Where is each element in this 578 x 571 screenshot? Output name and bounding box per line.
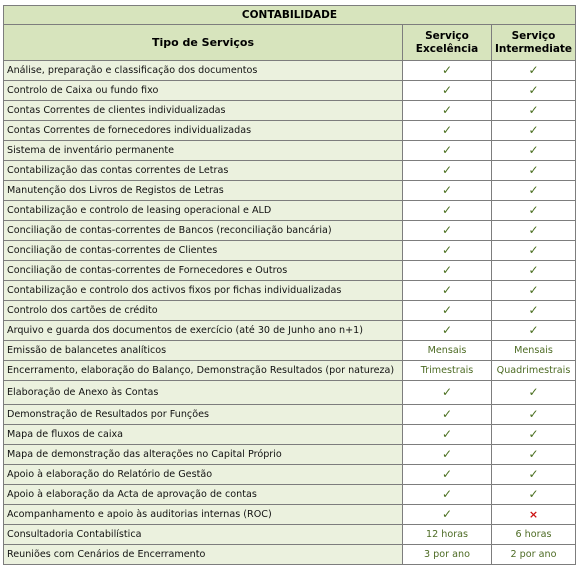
- excelencia-cell: [403, 241, 492, 261]
- intermediate-cell: [492, 241, 576, 261]
- check-icon: ✓: [441, 323, 453, 337]
- excelencia-cell: [403, 141, 492, 161]
- intermediate-cell: [492, 425, 576, 445]
- table-row: [4, 121, 576, 141]
- excelencia-cell: [403, 221, 492, 241]
- table-row: [4, 141, 576, 161]
- check-icon: ✓: [528, 123, 539, 137]
- table-row: [4, 101, 576, 121]
- excelencia-cell: [403, 121, 492, 141]
- service-label: Conciliação de contas-correntes de Fornecedores e Outros: [4, 261, 403, 281]
- check-icon: ✓: [441, 223, 453, 237]
- service-label: Apoio à elaboração da Acta de aprovação de contas: [4, 485, 403, 505]
- column-header-excelencia-line1: Serviço: [425, 29, 469, 42]
- service-label: Consultadoria Contabilística: [4, 525, 403, 545]
- excelencia-cell: [403, 301, 492, 321]
- excelencia-cell: [403, 485, 492, 505]
- check-icon: ✓: [441, 507, 453, 521]
- service-label: Contas Correntes de fornecedores individualizadas: [4, 121, 403, 141]
- intermediate-cell: [492, 321, 576, 341]
- check-icon: ✓: [528, 467, 539, 481]
- intermediate-cell: [492, 121, 576, 141]
- service-label: Contabilização e controlo dos activos fixos por fichas individualizadas: [4, 281, 403, 301]
- intermediate-cell: [492, 221, 576, 241]
- column-header-intermediate: [492, 25, 576, 61]
- table-row: [4, 445, 576, 465]
- excelencia-cell: [403, 505, 492, 525]
- check-icon: ✓: [528, 303, 539, 317]
- intermediate-cell: [492, 261, 576, 281]
- table-row: [4, 525, 576, 545]
- check-icon: ✓: [441, 467, 453, 481]
- intermediate-cell: [492, 81, 576, 101]
- intermediate-cell: [492, 545, 576, 565]
- check-icon: ✓: [441, 243, 453, 257]
- service-label: Reuniões com Cenários de Encerramento: [4, 545, 403, 565]
- check-icon: ✓: [528, 143, 539, 157]
- column-header-excelencia: [403, 25, 492, 61]
- table-row: [4, 361, 576, 381]
- service-label: Contabilização das contas correntes de Letras: [4, 161, 403, 181]
- check-icon: ✓: [441, 427, 453, 441]
- excelencia-cell: [403, 161, 492, 181]
- check-icon: ✓: [528, 163, 539, 177]
- table-title: CONTABILIDADE: [4, 6, 576, 25]
- excelencia-cell: [403, 261, 492, 281]
- table-row: [4, 181, 576, 201]
- table-row: [4, 221, 576, 241]
- check-icon: ✓: [441, 303, 453, 317]
- excelencia-cell: [403, 101, 492, 121]
- service-label: Conciliação de contas-correntes de Clientes: [4, 241, 403, 261]
- excelencia-cell: [403, 381, 492, 405]
- table-row: [4, 381, 576, 405]
- service-label: Sistema de inventário permanente: [4, 141, 403, 161]
- intermediate-cell: [492, 301, 576, 321]
- intermediate-cell: [492, 141, 576, 161]
- table-row: [4, 61, 576, 81]
- excelencia-cell: [403, 445, 492, 465]
- check-icon: ✓: [528, 427, 539, 441]
- intermediate-cell: [492, 485, 576, 505]
- service-label: Contabilização e controlo de leasing operacional e ALD: [4, 201, 403, 221]
- check-icon: ✓: [441, 163, 453, 177]
- service-label: Conciliação de contas-correntes de Bancos (reconciliação bancária): [4, 221, 403, 241]
- table-row: [4, 321, 576, 341]
- excelencia-cell: [403, 181, 492, 201]
- check-icon: ✓: [528, 283, 539, 297]
- intermediate-cell: [492, 161, 576, 181]
- service-label: Encerramento, elaboração do Balanço, Demonstração Resultados (por natureza): [4, 361, 403, 381]
- check-icon: ✓: [441, 407, 453, 421]
- check-icon: ✓: [528, 487, 539, 501]
- check-icon: ✓: [441, 447, 453, 461]
- check-icon: ✓: [528, 385, 539, 399]
- intermediate-cell: [492, 525, 576, 545]
- excelencia-value: Trimestrais: [420, 365, 474, 376]
- intermediate-cell: [492, 445, 576, 465]
- excelencia-value: Mensais: [427, 345, 467, 356]
- intermediate-cell: [492, 201, 576, 221]
- services-table-container: [3, 5, 575, 565]
- table-row: [4, 161, 576, 181]
- service-label: Elaboração de Anexo às Contas: [4, 381, 403, 405]
- check-icon: ✓: [441, 103, 453, 117]
- check-icon: ✓: [441, 487, 453, 501]
- excelencia-cell: [403, 201, 492, 221]
- check-icon: ✓: [528, 103, 539, 117]
- service-label: Emissão de balancetes analíticos: [4, 341, 403, 361]
- check-icon: ✓: [441, 203, 453, 217]
- check-icon: ✓: [528, 407, 539, 421]
- intermediate-cell: [492, 281, 576, 301]
- excelencia-value: 12 horas: [425, 529, 469, 540]
- service-label: Contas Correntes de clientes individualizadas: [4, 101, 403, 121]
- table-row: [4, 241, 576, 261]
- excelencia-value: 3 por ano: [424, 549, 470, 560]
- table-row: [4, 81, 576, 101]
- service-label: Controlo de Caixa ou fundo fixo: [4, 81, 403, 101]
- check-icon: ✓: [528, 323, 539, 337]
- column-header-intermediate-line1: Serviço: [511, 29, 556, 42]
- check-icon: ✓: [441, 263, 453, 277]
- check-icon: ✓: [441, 385, 453, 399]
- column-header-intermediate-line2: Intermediate: [494, 42, 573, 55]
- column-header-excelencia-line2: Excelência: [415, 42, 479, 55]
- service-label: Acompanhamento e apoio às auditorias internas (ROC): [4, 505, 403, 525]
- table-row: [4, 261, 576, 281]
- intermediate-cell: [492, 405, 576, 425]
- check-icon: ✓: [441, 123, 453, 137]
- column-header-service-type: Tipo de Serviços: [4, 25, 403, 61]
- check-icon: ✓: [441, 63, 453, 77]
- excelencia-cell: [403, 545, 492, 565]
- check-icon: ✓: [528, 447, 539, 461]
- check-icon: ✓: [441, 183, 453, 197]
- table-row: [4, 201, 576, 221]
- service-label: Mapa de fluxos de caixa: [4, 425, 403, 445]
- intermediate-cell: [492, 341, 576, 361]
- services-table: [3, 5, 576, 565]
- intermediate-cell: [492, 505, 576, 525]
- intermediate-cell: [492, 465, 576, 485]
- cross-icon: ×: [528, 507, 539, 521]
- check-icon: ✓: [528, 223, 539, 237]
- check-icon: ✓: [441, 283, 453, 297]
- table-row: [4, 485, 576, 505]
- table-row: [4, 281, 576, 301]
- service-label: Mapa de demonstração das alterações no Capital Próprio: [4, 445, 403, 465]
- service-label: Análise, preparação e classificação dos documentos: [4, 61, 403, 81]
- excelencia-cell: [403, 281, 492, 301]
- table-row: [4, 301, 576, 321]
- service-label: Controlo dos cartões de crédito: [4, 301, 403, 321]
- intermediate-value: Mensais: [514, 345, 553, 356]
- table-row: [4, 341, 576, 361]
- table-row: [4, 545, 576, 565]
- intermediate-value: 2 por ano: [510, 549, 557, 560]
- intermediate-cell: [492, 361, 576, 381]
- intermediate-cell: [492, 381, 576, 405]
- check-icon: ✓: [528, 243, 539, 257]
- check-icon: ✓: [528, 263, 539, 277]
- excelencia-cell: [403, 61, 492, 81]
- service-label: Demonstração de Resultados por Funções: [4, 405, 403, 425]
- intermediate-value: 6 horas: [515, 529, 552, 540]
- check-icon: ✓: [528, 83, 539, 97]
- check-icon: ✓: [441, 83, 453, 97]
- table-row: [4, 425, 576, 445]
- excelencia-cell: [403, 81, 492, 101]
- service-label: Apoio à elaboração do Relatório de Gestão: [4, 465, 403, 485]
- excelencia-cell: [403, 405, 492, 425]
- check-icon: ✓: [528, 203, 539, 217]
- excelencia-cell: [403, 361, 492, 381]
- table-row: [4, 405, 576, 425]
- intermediate-cell: [492, 61, 576, 81]
- excelencia-cell: [403, 465, 492, 485]
- table-row: [4, 505, 576, 525]
- intermediate-cell: [492, 181, 576, 201]
- excelencia-cell: [403, 425, 492, 445]
- service-label: Manutenção dos Livros de Registos de Letras: [4, 181, 403, 201]
- intermediate-value: Quadrimestrais: [496, 365, 571, 376]
- intermediate-cell: [492, 101, 576, 121]
- table-row: [4, 465, 576, 485]
- excelencia-cell: [403, 341, 492, 361]
- excelencia-cell: [403, 321, 492, 341]
- check-icon: ✓: [528, 183, 539, 197]
- service-label: Arquivo e guarda dos documentos de exercício (até 30 de Junho ano n+1): [4, 321, 403, 341]
- check-icon: ✓: [528, 63, 539, 77]
- check-icon: ✓: [441, 143, 453, 157]
- excelencia-cell: [403, 525, 492, 545]
